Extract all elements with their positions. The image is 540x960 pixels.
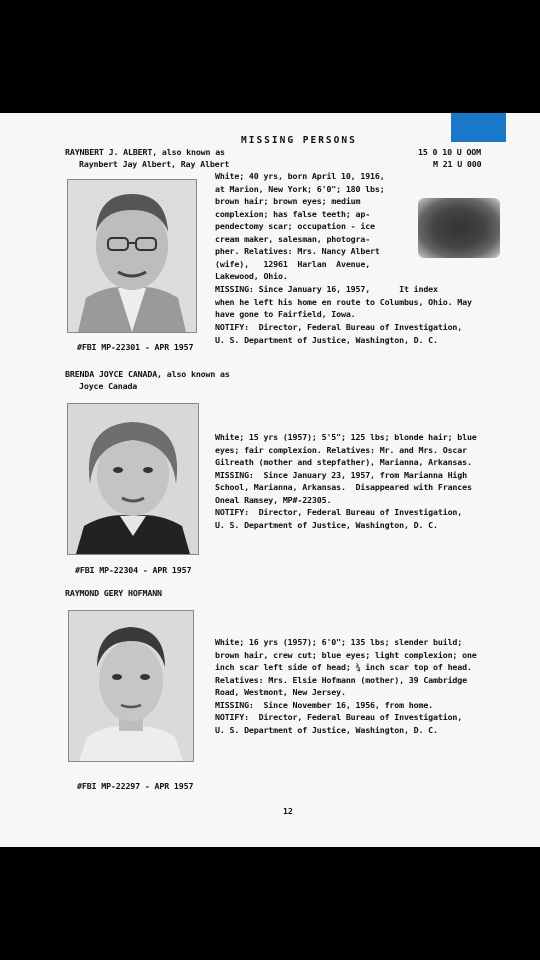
person2-portrait [68, 404, 198, 554]
person1-desc-line: pher. Relatives: Mrs. Nancy Albert [215, 246, 380, 256]
person1-fbi-number: #FBI MP-22301 - APR 1957 [77, 342, 194, 352]
person1-desc-line: at Marion, New York; 6'0"; 180 lbs; [215, 183, 385, 194]
person1-notify-2: U. S. Department of Justice, Washington, D. C. [215, 335, 438, 345]
person2-desc-line: White; 15 yrs (1957); 5'5"; 125 lbs; blonde hair; blue [215, 432, 477, 442]
person2-aliases: Joyce Canada [79, 381, 138, 391]
person3-desc-line: NOTIFY: Director, Federal Bureau of Investigation, [215, 712, 463, 722]
person3-photo [68, 610, 194, 762]
person2-desc-line: Oneal Ramsey, MP#-22305. [215, 494, 332, 505]
person1-desc-line: (wife), 12961 Harlan Avenue, [215, 258, 371, 269]
fingerprint-image [418, 198, 500, 258]
person1-desc-line: brown hair; brown eyes; medium [215, 196, 361, 206]
person2-desc-line: Gilreath (mother and stepfather), Marianna, Arkansas. [215, 457, 472, 467]
person2-photo [67, 403, 199, 555]
person3-desc-line: Relatives: Mrs. Elsie Hofmann (mother), 39 Cambridge [215, 674, 467, 685]
bookmark-tab[interactable] [451, 113, 506, 142]
person1-tail-2: have gone to Fairfield, Iowa. [215, 309, 356, 319]
person3-name: RAYMOND GERY HOFMANN [65, 588, 162, 598]
person3-desc-line: MISSING: Since November 16, 1956, from home. [215, 699, 434, 710]
person1-notify: NOTIFY: Director, Federal Bureau of Investigation, [215, 322, 463, 332]
document-page [0, 113, 540, 847]
person1-photo [67, 179, 197, 333]
person3-desc-line: White; 16 yrs (1957); 6'0"; 135 lbs; slender build; [215, 637, 463, 647]
person1-aliases: Raynbert Jay Albert, Ray Albert [79, 159, 230, 169]
person1-desc-line: pendectomy scar; occupation - ice [215, 221, 375, 231]
person2-name: BRENDA JOYCE CANADA, also known as [65, 369, 230, 379]
person2-desc-line: eyes; fair complexion. Relatives: Mr. and Mrs. Oscar [215, 444, 467, 455]
person1-tail-1: when he left his home en route to Columbus, Ohio. May [215, 297, 472, 307]
person3-desc-line: Road, Westmont, New Jersey. [215, 687, 346, 697]
person2-fbi-number: #FBI MP-22304 - APR 1957 [75, 565, 192, 575]
person2-desc-line: School, Marianna, Arkansas. Disappeared with Frances [215, 482, 472, 492]
person3-desc-line: brown hair, crew cut; blue eyes; light complexion; one [215, 649, 477, 660]
person2-desc-line: NOTIFY: Director, Federal Bureau of Investigation, [215, 507, 463, 517]
person3-fbi-number: #FBI MP-22297 - APR 1957 [77, 781, 194, 791]
classification-code-2: M 21 U 000 [433, 159, 482, 169]
person1-description [215, 170, 415, 283]
person1-desc-line: complexion; has false teeth; ap- [215, 208, 371, 219]
person1-missing: MISSING: Since January 16, 1957, It index [215, 284, 438, 294]
person3-desc-line: U. S. Department of Justice, Washington, D. C. [215, 724, 438, 735]
person2-desc-line: MISSING: Since January 23, 1957, from Marianna High [215, 469, 467, 480]
person1-desc-line: White; 40 yrs, born April 10, 1916, [215, 171, 385, 181]
person3-portrait [69, 611, 193, 761]
page-title: MISSING PERSONS [241, 135, 357, 146]
person1-desc-line: Lakewood, Ohio. [215, 271, 288, 281]
classification-code-1: 15 0 10 U OOM [418, 147, 481, 157]
person2-description [215, 431, 517, 531]
person3-desc-line: inch scar left side of head; ¾ inch scar top of head. [215, 662, 472, 672]
person1-name: RAYNBERT J. ALBERT, also known as [65, 147, 225, 157]
person1-portrait [68, 180, 196, 332]
page-number: 12 [283, 806, 293, 816]
person2-desc-line: U. S. Department of Justice, Washington, D. C. [215, 519, 438, 530]
person3-description [215, 636, 517, 736]
person1-desc-line: cream maker, salesman, photogra- [215, 233, 371, 244]
